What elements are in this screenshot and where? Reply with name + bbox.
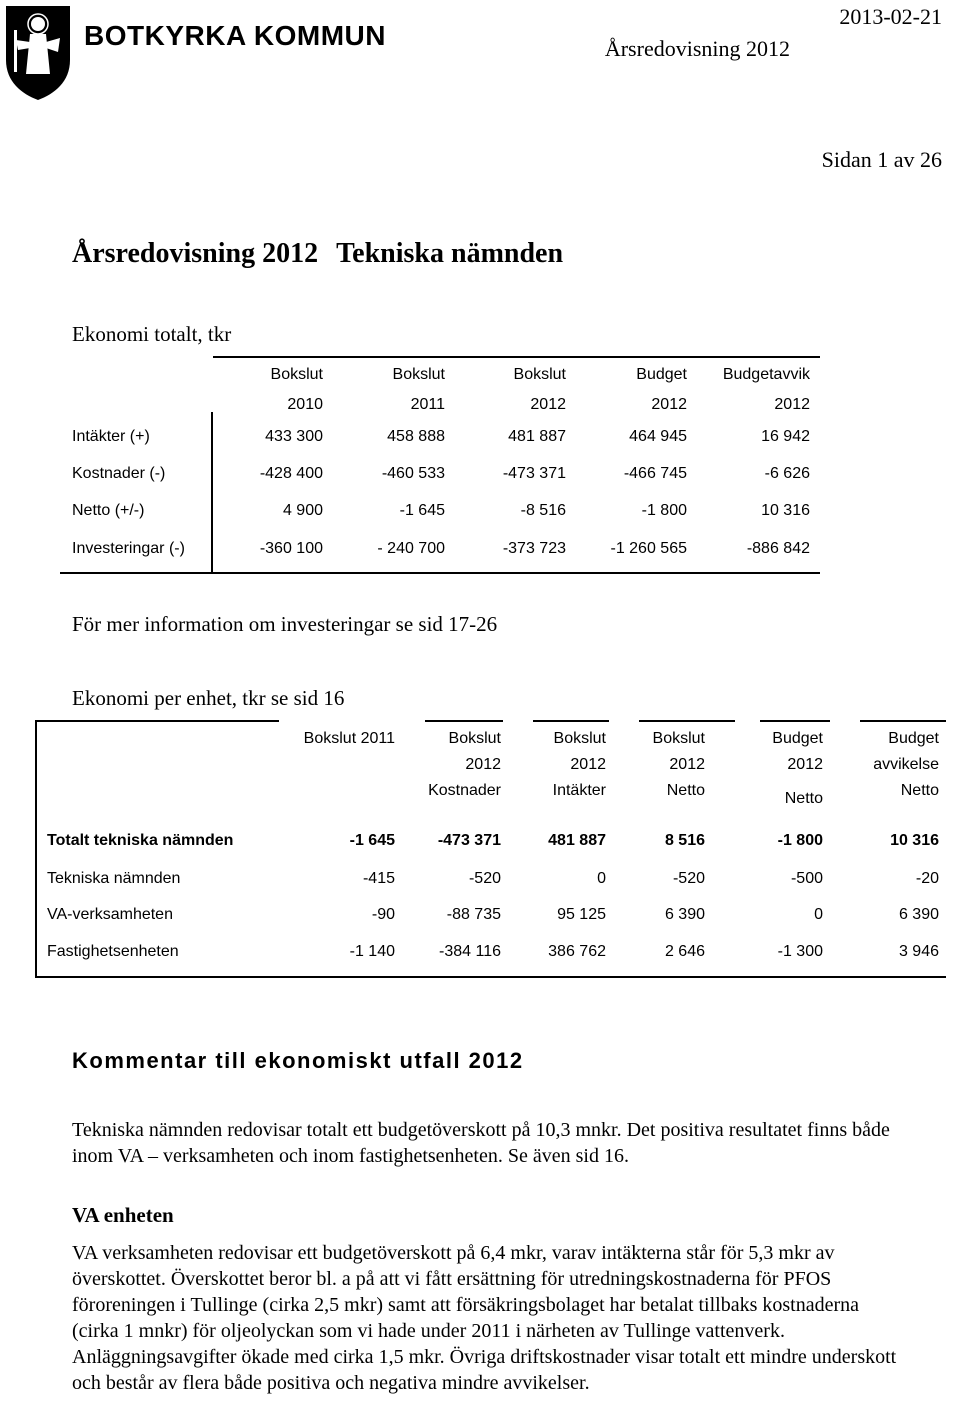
table1-cell: 464 945	[629, 428, 687, 445]
table1-cell: -1 800	[641, 502, 687, 519]
table2-row-label: VA-verksamheten	[47, 906, 173, 923]
table2-caption: Ekonomi per enhet, tkr se sid 16	[72, 686, 345, 710]
header-subtitle: Årsredovisning 2012	[604, 36, 790, 61]
table1-cell: -1 260 565	[610, 540, 687, 557]
table2-cell: -415	[362, 870, 395, 887]
table1-top-rule	[213, 356, 820, 358]
table1-cell: 481 887	[508, 428, 566, 445]
table2-cell: 8 516	[664, 832, 705, 849]
table1-caption: Ekonomi totalt, tkr	[72, 322, 232, 346]
title-part-2: Tekniska nämnden	[336, 238, 564, 269]
table2-cell: 481 887	[548, 832, 606, 849]
table2-cell: 95 125	[557, 906, 606, 923]
table2-cell: -1 645	[349, 832, 395, 849]
table2-cell: -88 735	[446, 906, 501, 923]
table2-top-rule	[760, 720, 830, 722]
table2-cell: -90	[371, 906, 395, 923]
table1-cell: -1 645	[399, 502, 445, 519]
table2-cell: -20	[915, 870, 939, 887]
table1-col-header: Budget 2012	[636, 366, 687, 413]
table2-row-label: Tekniska nämnden	[47, 870, 181, 887]
table2-cell: -1 800	[777, 832, 823, 849]
table1-cell: -373 723	[502, 540, 566, 557]
table1-cell: -886 842	[746, 540, 810, 557]
table2-cell: -520	[468, 870, 501, 887]
table2-col-header: Budget 2012 Netto	[772, 730, 823, 807]
economy-per-unit-table	[35, 720, 946, 978]
table2-cell: 0	[814, 906, 823, 923]
table2-cell: -1 300	[777, 943, 823, 960]
table2-cell: 10 316	[890, 832, 939, 849]
document-title	[72, 238, 563, 270]
economy-total-table	[60, 356, 820, 574]
table2-col-header: Budget avvikelse Netto	[873, 730, 939, 799]
table1-bottom-rule	[60, 572, 820, 574]
table2-cell: 3 946	[898, 943, 939, 960]
table2-cell: 6 390	[664, 906, 705, 923]
table1-cell: 10 316	[761, 502, 810, 519]
table2-left-rule	[35, 720, 37, 976]
table2-top-rule	[425, 720, 503, 722]
comment-paragraph-1: Tekniska nämnden redovisar totalt ett budgetöverskott på 10,3 mnkr. Det positiva resultatet finns både inom VA – verksamheten och inom fastighetsenheten. Se även sid 16.	[72, 1119, 890, 1167]
table1-cell: -6 626	[764, 465, 810, 482]
table2-bottom-rule	[35, 976, 946, 978]
table1-col-header: Bokslut 2011	[392, 366, 445, 413]
table2-col-header: Bokslut 2011	[303, 730, 395, 747]
table2-cell: 6 390	[898, 906, 939, 923]
table2-top-rule	[35, 720, 279, 722]
table1-row-label: Intäkter (+)	[72, 428, 150, 445]
comment-paragraph-2: VA verksamheten redovisar ett budgetöverskott på 6,4 mkr, varav intäkterna står för 5,3 mkr av överskottet. Överskottet beror bl. a på att vi fått ersättning för utredningskostnaderna för PFOS föroreningen i Tullinge (cirka 2,5 mkr) samt att försäkringsbolaget har betalat tillbaks kostnaderna (cirka 1 mnkr) för oljeolyckan som vi hade under 2011 i närheten av Tullinge vattenverk. Anläggningsavgifter ökade med cirka 1,5 mkr. Övriga driftskostnader visar totalt ett mindre underskott och består av flera både positiva och negativa mindre avvikelser.	[72, 1242, 897, 1394]
table2-top-rule	[533, 720, 609, 722]
table1-cell: -460 533	[381, 465, 445, 482]
page-indicator: Sidan 1 av 26	[821, 147, 942, 172]
table1-col-header: Bokslut 2010	[270, 366, 323, 413]
table2-cell: -384 116	[439, 943, 501, 960]
table1-cell: 4 900	[282, 502, 323, 519]
table2-row-label: Totalt tekniska nämnden	[47, 832, 234, 849]
table1-row-label: Kostnader (-)	[72, 465, 166, 482]
brand-name: BOTKYRKA KOMMUN	[84, 20, 386, 51]
table2-cell: -1 140	[349, 943, 395, 960]
table2-cell: 386 762	[548, 943, 606, 960]
table2-top-rule	[860, 720, 946, 722]
header-date: 2013-02-21	[839, 4, 942, 29]
table2-cell: -520	[672, 870, 705, 887]
table1-col-header: Budgetavvik 2012	[722, 366, 810, 413]
table2-cell: -473 371	[437, 832, 501, 849]
table2-row-label: Fastighetsenheten	[47, 943, 179, 960]
table1-cell: -8 516	[520, 502, 566, 519]
table1-cell: - 240 700	[377, 540, 445, 557]
table1-cell: 458 888	[387, 428, 445, 445]
table2-cell: 2 646	[664, 943, 705, 960]
table1-row-label: Investeringar (-)	[72, 540, 185, 557]
table2-col-header: Bokslut 2012 Kostnader	[428, 730, 501, 799]
table1-cell: -428 400	[259, 465, 323, 482]
table1-vertical-rule	[211, 412, 213, 574]
table1-col-header: Bokslut 2012	[513, 366, 566, 413]
table1-cell: -473 371	[502, 465, 566, 482]
table1-cell: -360 100	[259, 540, 323, 557]
table1-cell: -466 745	[623, 465, 687, 482]
investment-info-text: För mer information om investeringar se sid 17-26	[72, 612, 498, 636]
table1-cell: 16 942	[761, 428, 810, 445]
va-section-heading: VA enheten	[72, 1203, 174, 1227]
table1-row-label: Netto (+/-)	[72, 502, 145, 519]
table2-col-header: Bokslut 2012 Intäkter	[552, 730, 606, 799]
table2-cell: -500	[790, 870, 823, 887]
municipality-crest-logo	[2, 2, 74, 102]
table2-col-header: Bokslut 2012 Netto	[652, 730, 705, 799]
table2-cell: 0	[597, 870, 606, 887]
table1-cell: 433 300	[265, 428, 323, 445]
table2-top-rule	[639, 720, 735, 722]
title-part-1: Årsredovisning 2012	[72, 238, 319, 269]
comment-heading: Kommentar till ekonomiskt utfall 2012	[72, 1048, 524, 1073]
